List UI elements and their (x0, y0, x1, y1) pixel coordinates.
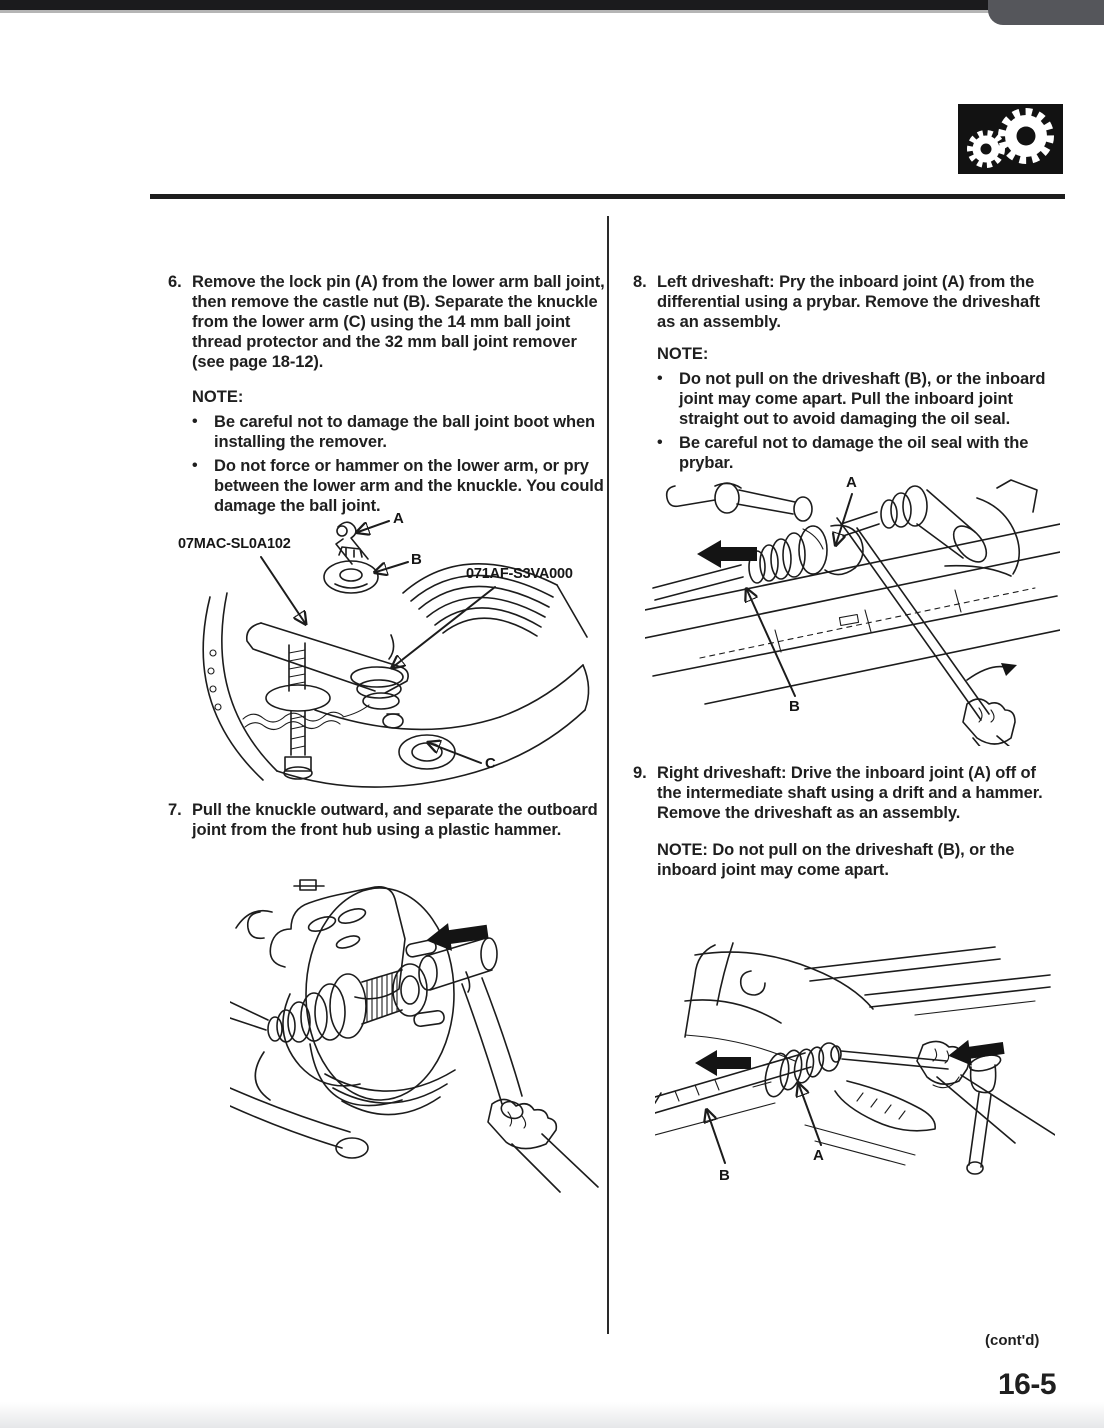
tool-part-number: 071AF-S3VA000 (466, 566, 573, 582)
step-number: 9. (633, 764, 647, 782)
page-number: 16-5 (998, 1368, 1057, 1401)
bullet-icon: • (657, 434, 663, 451)
bullet-text: Do not force or hammer on the lower arm, or pry between the lower arm and the knuckle. You could damage the ball joint. (214, 457, 604, 515)
note-bullet (192, 412, 612, 452)
bullet-text: Do not pull on the driveshaft (B), or the inboard joint may come apart. Pull the inboard joint straight out to avoid damaging the oil seal. (679, 370, 1046, 428)
step-8 (633, 272, 1073, 332)
window-top-bar (0, 0, 1104, 10)
step-6 (168, 272, 613, 372)
bullet-text: Be careful not to damage the oil seal with the prybar. (679, 434, 1029, 472)
callout-b: B (789, 698, 800, 715)
figure-right-driveshaft-drift (655, 935, 1055, 1207)
callout-b: B (411, 551, 422, 568)
callout-b: B (719, 1167, 730, 1184)
bottom-fade (0, 1402, 1104, 1428)
step-text: Remove the lock pin (A) from the lower arm ball joint, then remove the castle nut (B). Separate the knuckle from the lower arm (C) using the 14 mm ball joint thread protector and the 32 mm ball joint remover (see page 18-12). (192, 273, 605, 371)
header-rule (150, 194, 1065, 199)
driveshaft-prybar-illustration (645, 468, 1060, 746)
gears-icon (958, 104, 1063, 174)
bullet-icon: • (192, 413, 198, 430)
step-text: Left driveshaft: Pry the inboard joint (A) from the differential using a prybar. Remove the driveshaft as an assembly. (657, 273, 1040, 331)
bullet-text: Be careful not to damage the ball joint boot when installing the remover. (214, 413, 596, 451)
column-divider (607, 216, 609, 1334)
step-7 (168, 800, 613, 840)
figure-outboard-joint-hub (230, 872, 600, 1194)
step-number: 8. (633, 273, 647, 291)
step-text: Right driveshaft: Drive the inboard joint (A) off of the intermediate shaft using a drift and a hammer. Remove the driveshaft as an assembly. (657, 764, 1043, 822)
step-9-note: NOTE: Do not pull on the driveshaft (B), or the inboard joint may come apart. (657, 841, 1015, 879)
continued-indicator: (cont'd) (985, 1332, 1040, 1349)
figure-ball-joint-remover (165, 505, 600, 797)
note-label: NOTE: (192, 388, 244, 406)
callout-a: A (813, 1147, 824, 1164)
note-label: NOTE: (657, 345, 709, 363)
note-bullet (657, 433, 1067, 473)
figure-left-driveshaft-pry (645, 468, 1060, 746)
tool-part-number: 07MAC-SL0A102 (178, 536, 291, 552)
step-9 (633, 763, 1073, 823)
callout-c: C (485, 755, 496, 772)
callout-a: A (393, 510, 404, 527)
driveshaft-drift-illustration (655, 935, 1055, 1207)
hub-hammer-illustration (230, 872, 600, 1194)
scrollbar-thumb[interactable] (988, 0, 1104, 25)
bullet-icon: • (657, 370, 663, 387)
top-divider-line (0, 10, 1104, 13)
step-text: Pull the knuckle outward, and separate the outboard joint from the front hub using a plastic hammer. (192, 801, 598, 839)
note-bullet (657, 369, 1067, 429)
step-number: 7. (168, 801, 182, 819)
callout-a: A (846, 474, 857, 491)
bullet-icon: • (192, 457, 198, 474)
step-number: 6. (168, 273, 182, 291)
